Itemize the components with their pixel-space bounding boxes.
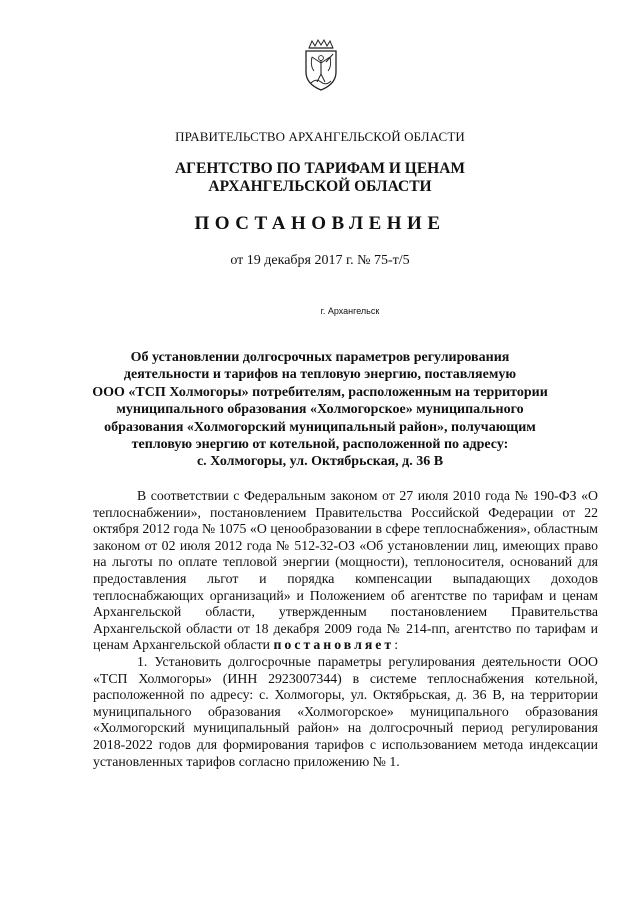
agency-name	[0, 160, 640, 196]
coat-of-arms-icon	[300, 38, 342, 92]
title-line: тепловую энергию от котельной, расположенной по адресу:	[131, 437, 509, 453]
title-line: Об установлении долгосрочных параметров регулирования	[130, 350, 510, 365]
title-line: образования «Холмогорский муниципальный район», получающим	[104, 419, 536, 435]
document-title	[0, 349, 640, 471]
agency-name-line-1: АГЕНТСТВО ПО ТАРИФАМ И ЦЕНАМ	[174, 160, 466, 177]
government-name: ПРАВИТЕЛЬСТВО АРХАНГЕЛЬСКОЙ ОБЛАСТИ	[175, 129, 465, 144]
preamble-end: :	[394, 637, 399, 653]
document-type: ПОСТАНОВЛЕНИЕ	[194, 213, 446, 234]
preamble-paragraph	[93, 488, 598, 654]
document-city: г. Архангельск	[320, 306, 380, 316]
title-line: муниципального образования «Холмогорское» муниципального	[116, 402, 524, 418]
title-line: с. Холмогоры, ул. Октябрьская, д. 36 В	[196, 454, 444, 470]
agency-name-line-2: АРХАНГЕЛЬСКОЙ ОБЛАСТИ	[208, 178, 432, 195]
document-body	[93, 488, 598, 770]
preamble-text: В соответствии с Федеральным законом от 27 июля 2010 года № 190-ФЗ «О теплоснабжении», постановлением Правительства Российской Федерации от 22 октября 2012 года № 1075 «О ценообразовании в сфере теплоснабжения», областным законом от 02 июля 2012 года № 512-32-ОЗ «Об установлении лиц, имеющих право на льготы по оплате тепловой энергии (мощности), теплоносителя, оснований для предоставления льгот и порядка компенсации выпадающих доходов теплоснабжающих организаций» и Положением об агентстве по тарифам и ценам Архангельской области, утвержденным постановлением Правительства Архангельской области от 18 декабря 2009 года № 214-пп, агентство по тарифам и ценам Архангельской области	[93, 488, 598, 653]
decree-word: постановляет	[273, 637, 395, 653]
clause-1-paragraph: 1. Установить долгосрочные параметры регулирования деятельности ООО «ТСП Холмогоры» (ИНН 2923007344) в системе теплоснабжения котельной, расположенной по адресу: с. Холмогоры, ул. Октябрьская, д. 36 В, на территории муниципального образования «Холмогорское» муниципального образования «Холмогорский муниципальный район» на долгосрочный период регулирования 2018-2022 годов для формирования тарифов с использованием метода индексации установленных тарифов согласно приложению № 1.	[93, 653, 598, 769]
title-line: деятельности и тарифов на тепловую энергию, поставляемую	[123, 367, 517, 383]
document-date-number: от 19 декабря 2017 г. № 75-т/5	[230, 253, 410, 268]
title-line: ООО «ТСП Холмогоры» потребителям, расположенным на территории	[92, 384, 548, 400]
